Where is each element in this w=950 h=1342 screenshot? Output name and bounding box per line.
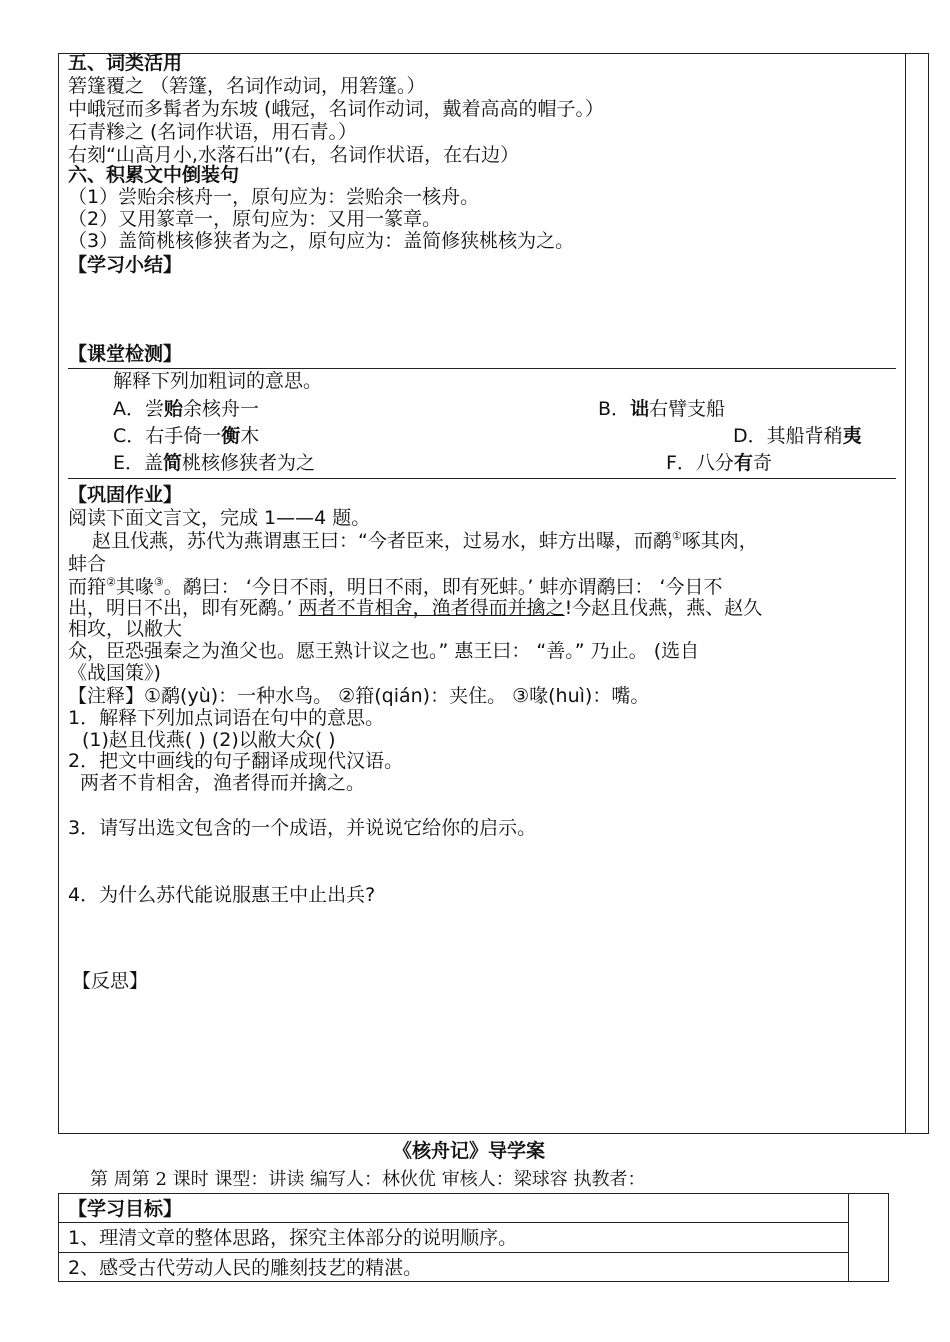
- table-border-top: [58, 53, 929, 54]
- passage-line-3-b: 其喙: [115, 576, 154, 598]
- reflection-heading: 【反思】: [72, 970, 149, 992]
- passage-line-3: [68, 576, 723, 598]
- question-4: 4．为什么苏代能说服惠王中止出兵?: [68, 884, 376, 906]
- question-2-sentence: 两者不肯相舍，渔者得而并擒之。: [80, 772, 366, 794]
- passage-line-1-text: 赵且伐燕，苏代为燕谓惠王曰：“今者臣来，过易水，蚌方出曝，而鹬: [92, 530, 672, 552]
- part5-line-4: 右刻“山高月小,水落石出”(右，名词作状语，在右边）: [68, 144, 520, 166]
- part6-line-3: （3）盖简桃核修狭者为之，原句应为：盖简修狭桃核为之。: [68, 230, 575, 252]
- goal-table-bottom: [58, 1281, 889, 1282]
- part5-line-1: 箬篷覆之 （箬篷，名词作动词，用箬篷。）: [68, 75, 426, 97]
- next-doc-info: 第 周第 2 课时 课型：讲读 编写人：林伙优 审核人：梁球容 执教者：: [90, 1169, 646, 1190]
- option-c-pre: C．右手倚一: [113, 425, 222, 447]
- quiz-option-c: [113, 425, 259, 447]
- goal-table-top: [58, 1193, 889, 1194]
- goal-item-2: 2、感受古代劳动人民的雕刻技艺的精湛。: [68, 1257, 423, 1279]
- option-e-post: 桃核修狭者为之: [182, 452, 316, 474]
- question-1-items: (1)赵且伐燕( ) (2)以敝大众( ): [82, 729, 336, 751]
- goal-table-left: [58, 1193, 59, 1282]
- homework-heading: 【巩固作业】: [68, 484, 183, 506]
- passage-line-3-a: 而箝: [68, 576, 107, 598]
- part6-line-1: （1）尝贻余核舟一，原句应为：尝贻余一核舟。: [68, 186, 480, 208]
- option-d-bold: 夷: [842, 425, 862, 447]
- option-e-pre: E．盖: [113, 452, 164, 474]
- passage-line-1: [92, 530, 758, 552]
- goal-table-inner-right: [848, 1193, 849, 1282]
- underlined-sentence: 两者不肯相舍，渔者得而并擒之: [298, 597, 565, 619]
- passage-line-4-b: !今赵且伐燕，燕、赵久: [564, 597, 763, 619]
- quiz-option-b: [598, 398, 725, 420]
- option-a-bold: 贻: [164, 398, 184, 420]
- goal-row-divider-1: [58, 1222, 849, 1223]
- table-border-right: [928, 53, 929, 1134]
- row-divider-quiz-top: [68, 368, 896, 369]
- homework-intro: 阅读下面文言文，完成 1——4 题。: [68, 507, 371, 529]
- quiz-option-e: [113, 452, 315, 474]
- passage-line-4-a: 出，明日不出，即有死鹬。’: [68, 597, 299, 619]
- option-a-post: 余核舟一: [183, 398, 260, 420]
- passage-notes: 【注释】①鹬(yù)：一种水鸟。 ②箝(qián)：夹住。 ③喙(huì)：嘴。: [68, 685, 650, 707]
- part6-line-2: （2）又用篆章一，原句应为：又用一篆章。: [68, 208, 442, 230]
- table-border-bottom: [58, 1133, 929, 1134]
- quiz-heading: 【课堂检测】: [68, 343, 183, 365]
- quiz-option-f: [666, 452, 772, 474]
- passage-line-6: 众，臣恐强秦之为渔父也。愿王熟计议之也。” 惠王曰： “善。” 乃止。 (选自: [68, 640, 700, 662]
- option-b-post: 右臂支船: [649, 398, 726, 420]
- passage-line-3-c: 。鹬曰： ‘今日不雨，明日不雨，即有死蚌。’ 蚌亦谓鹬曰： ‘今日不: [163, 576, 723, 598]
- passage-line-4: [68, 597, 762, 619]
- passage-line-2: 蚌合: [68, 553, 107, 575]
- table-border-inner-right: [905, 53, 906, 1134]
- question-3: 3．请写出选文包含的一个成语，并说说它给你的启示。: [68, 817, 537, 839]
- option-f-pre: F．八分: [666, 452, 734, 474]
- option-e-bold: 简: [163, 452, 183, 474]
- option-c-bold: 衡: [221, 425, 241, 447]
- goal-row-divider-2: [58, 1252, 849, 1253]
- goal-heading: 【学习目标】: [68, 1198, 183, 1220]
- option-b-bold: 诎: [630, 398, 650, 420]
- option-c-post: 木: [240, 425, 260, 447]
- part5-heading: 五、词类活用: [68, 52, 183, 74]
- quiz-option-d: [733, 425, 862, 447]
- option-f-bold: 有: [733, 452, 753, 474]
- footnote-marker-1: ①: [671, 529, 682, 543]
- passage-line-5: 相攻，以敝大: [68, 618, 183, 640]
- option-f-post: 奇: [752, 452, 772, 474]
- passage-line-1-tail: 啄其肉，: [681, 530, 758, 552]
- option-a-pre: A．尝: [113, 398, 164, 420]
- summary-heading: 【学习小结】: [68, 254, 183, 276]
- option-d-pre: D．其船背稍: [733, 425, 843, 447]
- question-2: 2．把文中画线的句子翻译成现代汉语。: [68, 750, 404, 772]
- part6-heading: 六、积累文中倒装句: [68, 164, 240, 186]
- row-divider-quiz-bottom: [68, 478, 896, 479]
- footnote-marker-2: ②: [106, 575, 116, 589]
- passage-line-7: 《战国策》): [68, 662, 161, 684]
- footnote-marker-3: ③: [153, 575, 164, 589]
- goal-table-right: [888, 1193, 889, 1282]
- goal-item-1: 1、理清文章的整体思路，探究主体部分的说明顺序。: [68, 1227, 518, 1249]
- part5-line-2: 中峨冠而多髯者为东坡 (峨冠，名词作动词，戴着高高的帽子。）: [68, 98, 604, 120]
- part5-line-3: 石青糁之 (名词作状语，用石青。）: [68, 121, 357, 143]
- next-doc-title: 《核舟记》导学案: [393, 1140, 546, 1162]
- quiz-option-a: [113, 398, 259, 420]
- question-1: 1．解释下列加点词语在句中的意思。: [68, 707, 385, 729]
- option-b-pre: B．: [598, 398, 631, 420]
- table-border-left: [58, 53, 59, 1134]
- quiz-instruction: 解释下列加粗词的意思。: [113, 370, 323, 392]
